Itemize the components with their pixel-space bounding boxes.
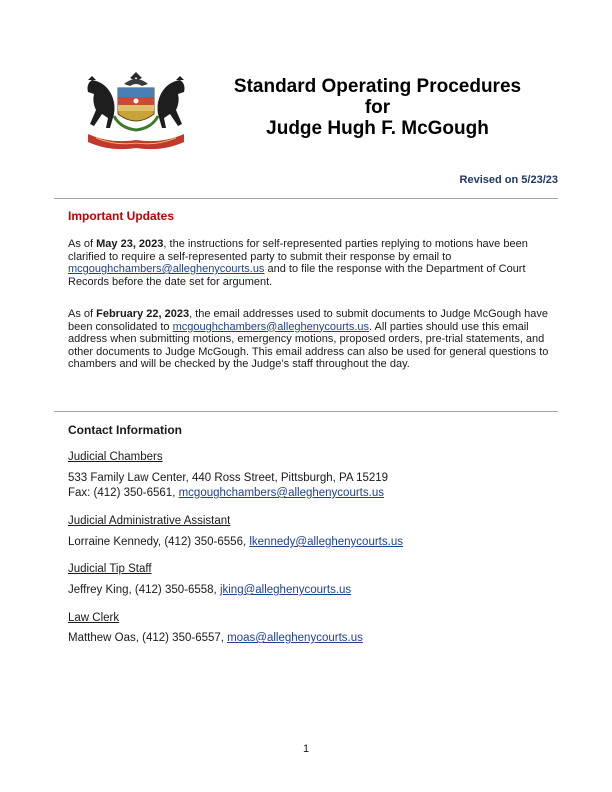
p2-date: February 22, 2023: [96, 308, 190, 320]
title-line-1: Standard Operating Procedures: [233, 76, 522, 97]
p2-mid: , the email addresses used to submit documents to Judge McGough have been consolidated to: [68, 308, 549, 333]
title-line-3: Judge Hugh F. McGough: [266, 118, 489, 139]
p1-post: and to file the response with the Department of Court Records before the date set for argument.: [68, 263, 526, 288]
document-title: [200, 76, 555, 139]
law-clerk-info: Matthew Oas, (412) 350-6557,: [68, 632, 228, 644]
law-clerk-label: Law Clerk: [68, 612, 120, 624]
chambers-email-link[interactable]: mcgoughchambers@alleghenycourts.us: [178, 487, 384, 499]
chambers-email-link[interactable]: mcgoughchambers@alleghenycourts.us: [68, 263, 265, 275]
tip-staff-line: [68, 584, 351, 596]
admin-assistant-label: Judicial Administrative Assistant: [68, 515, 231, 527]
chambers-address: 533 Family Law Center, 440 Ross Street, Pittsburgh, PA 15219: [68, 472, 389, 484]
moas-email-link[interactable]: moas@alleghenycourts.us: [227, 632, 363, 644]
pennsylvania-coat-of-arms-seal: [80, 70, 192, 152]
law-clerk-line: [68, 632, 363, 644]
chambers-fax-line: [68, 487, 384, 499]
tip-staff-label: Judicial Tip Staff: [68, 563, 152, 575]
p1-date: May 23, 2023: [96, 238, 164, 250]
p2-pre: As of: [68, 308, 97, 320]
chambers-email-link[interactable]: mcgoughchambers@alleghenycourts.us: [172, 320, 370, 333]
jking-email-link[interactable]: jking@alleghenycourts.us: [219, 584, 352, 596]
admin-assistant-line: [68, 536, 403, 548]
title-line-2: for: [364, 97, 391, 118]
update-paragraph-2: [68, 308, 560, 371]
contact-information-heading: Contact Information: [68, 423, 182, 437]
middle-divider: [54, 411, 558, 412]
tip-staff-info: Jeffrey King, (412) 350-6558,: [68, 584, 220, 596]
p1-pre: As of: [68, 238, 97, 250]
top-divider: [54, 198, 558, 199]
admin-assistant-info: Lorraine Kennedy, (412) 350-6556,: [68, 536, 250, 548]
chambers-fax: Fax: (412) 350-6561,: [68, 487, 179, 499]
page-number: 1: [302, 743, 310, 755]
judicial-chambers-label: Judicial Chambers: [68, 451, 163, 463]
update-paragraph-1: [68, 238, 560, 288]
p2-post: . All parties should use this email address when submitting motions, emergency motions, proposed orders, pre-trial statements, and other documents to Judge McGough. This email address can also be used for general questions to chambers and will be checked by the Judge’s staff throughout the day.: [68, 320, 549, 370]
important-updates-heading: Important Updates: [68, 209, 175, 223]
p1-mid: , the instructions for self-represented parties replying to motions have been clarified to require a self-represented party to submit their response by email to: [68, 238, 528, 263]
lkennedy-email-link[interactable]: lkennedy@alleghenycourts.us: [249, 536, 403, 548]
revised-date: Revised on 5/23/23: [459, 174, 558, 186]
